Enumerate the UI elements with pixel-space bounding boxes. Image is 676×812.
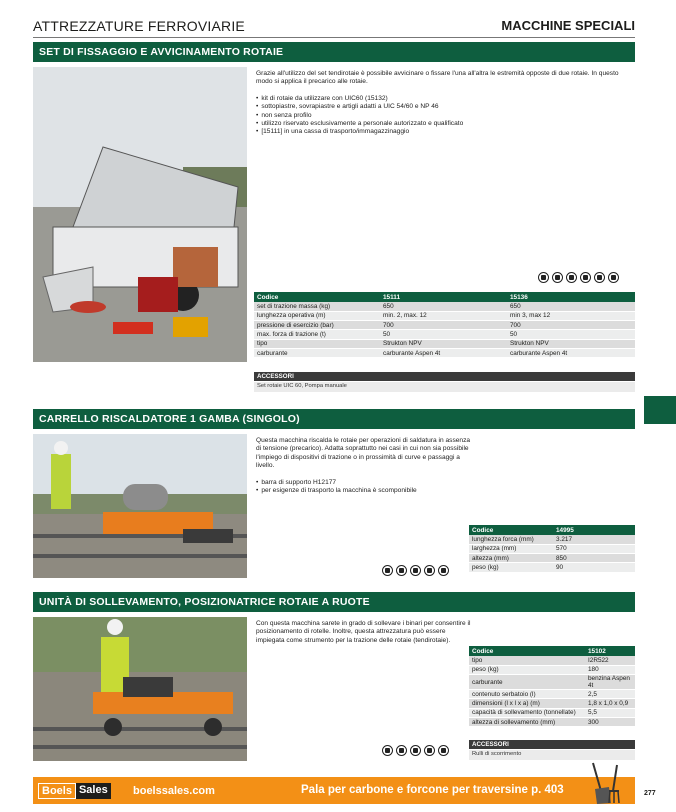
table-row — [469, 665, 635, 674]
cell: Strukton NPV — [380, 339, 507, 348]
table-row — [254, 311, 635, 320]
cell: 3.217 — [553, 535, 635, 544]
column-header: Codice — [469, 646, 585, 656]
product-photo-trailer — [33, 67, 247, 362]
cell: carburante Aspen 4t — [507, 348, 635, 357]
gloves-icon — [396, 565, 407, 576]
feature-item: • non senza profilo — [256, 112, 631, 120]
table-row — [469, 690, 635, 699]
brand-name-b: Sales — [76, 783, 111, 799]
product-description — [256, 620, 471, 645]
product-photo-heater — [33, 434, 247, 578]
helmet-icon — [438, 565, 449, 576]
table-row — [254, 330, 635, 339]
product-photo-lifter — [33, 617, 247, 761]
cell: carburante Aspen 4t — [380, 348, 507, 357]
cell: Strukton NPV — [507, 339, 635, 348]
accessories-title: ACCESSORI — [469, 740, 635, 749]
shovel-icon — [573, 761, 633, 804]
column-header: 15111 — [380, 292, 507, 302]
description-text: Con questa macchina sarete in grado di sollevare i binari per consentire il posizionamento di rotelle. Inoltre, questa attrezzatura può essere impiegata come strumento per la trazione delle rotaie (tendirotaie). — [256, 620, 471, 644]
cell: 50 — [507, 330, 635, 339]
cell: capacità di sollevamento (tonnellate) — [469, 708, 585, 717]
accessories-title: ACCESSORI — [254, 372, 635, 381]
cell: 850 — [553, 554, 635, 563]
cell: 180 — [585, 665, 635, 674]
feature-item: • sottopiastre, sovrapiastre e artigli adatti a UIC 54/60 e NP 46 — [256, 103, 631, 111]
gloves-icon — [552, 272, 563, 283]
feature-item: • utilizzo riservato esclusivamente a personale autorizzato e qualificato — [256, 120, 631, 128]
cell: tipo — [254, 339, 380, 348]
lifter-illustration — [33, 617, 247, 761]
description-text: Questa macchina riscalda le rotaie per operazioni di saldatura in assenza di tensione (precarico). Adatta soprattutto nei casi in cui non sia possibile l'impiego di dispositivi di trazione o in prossimità di curve e passaggi a livello. — [256, 437, 471, 470]
column-header: 14995 — [553, 525, 635, 535]
website-link[interactable]: boelssales.com — [133, 785, 215, 797]
feature-item: • kit di rotaie da utilizzare con UIC60 (15132) — [256, 95, 631, 103]
table-row — [469, 717, 635, 726]
hearing-protection-icon — [410, 745, 421, 756]
footer-banner — [33, 777, 635, 804]
table-row — [469, 708, 635, 717]
cell: benzina Aspen 4t — [585, 675, 635, 690]
safety-icons — [382, 745, 449, 756]
table-row — [469, 535, 635, 544]
cell: altezza (mm) — [469, 554, 553, 563]
table-row — [254, 339, 635, 348]
cell: max. forza di trazione (t) — [254, 330, 380, 339]
cell: larghezza (mm) — [469, 544, 553, 553]
cell: tipo — [469, 656, 585, 665]
category-title: ATTREZZATURE FERROVIARIE — [33, 18, 245, 34]
boots-icon — [424, 745, 435, 756]
table-header-row — [469, 525, 635, 535]
safety-icons — [538, 272, 619, 283]
table-row — [469, 675, 635, 690]
table-row — [469, 554, 635, 563]
warning-icon — [382, 565, 393, 576]
feature-item: • [15111] in una cassa di trasporto/immagazzinaggio — [256, 128, 631, 136]
section-title-bar: SET DI FISSAGGIO E AVVICINAMENTO ROTAIE — [33, 42, 635, 62]
cell: 650 — [380, 302, 507, 311]
cell: 300 — [585, 717, 635, 726]
cell: 700 — [507, 321, 635, 330]
product-description — [256, 70, 631, 137]
hearing-protection-icon — [566, 272, 577, 283]
helmet-icon — [438, 745, 449, 756]
accessories-list: Rulli di scorrimento — [469, 750, 635, 760]
table-row — [469, 656, 635, 665]
cell: carburante — [254, 348, 380, 357]
accessories-list: Set rotaie UIC 60, Pompa manuale — [254, 382, 635, 392]
table-row — [254, 348, 635, 357]
feature-list — [256, 479, 471, 496]
header-divider — [33, 37, 635, 38]
feature-item: • barra di supporto H12177 — [256, 479, 471, 487]
spec-table — [469, 525, 635, 573]
cell: dimensioni (l x l x a) (m) — [469, 699, 585, 708]
column-header: Codice — [469, 525, 553, 535]
description-text: Grazie all'utilizzo del set tendirotaie è possibile avvicinare o fissare l'una all'altra le estremità opposte di due rotaie. In questo modo si applica il precarico alle rotaie. — [256, 70, 619, 86]
trailer-illustration — [33, 67, 247, 362]
table-row — [254, 321, 635, 330]
brand-logo — [38, 783, 111, 799]
cell: 90 — [553, 563, 635, 572]
boots-icon — [594, 272, 605, 283]
section-title-bar: UNITÀ DI SOLLEVAMENTO, POSIZIONATRICE ROTAIE A RUOTE — [33, 592, 635, 612]
table-row — [469, 544, 635, 553]
gloves-icon — [396, 745, 407, 756]
table-row — [254, 302, 635, 311]
column-header: 15136 — [507, 292, 635, 302]
cell: 650 — [507, 302, 635, 311]
cell: set di trazione massa (kg) — [254, 302, 380, 311]
cell: peso (kg) — [469, 563, 553, 572]
cell: lunghezza operativa (m) — [254, 311, 380, 320]
cell: altezza di sollevamento (mm) — [469, 717, 585, 726]
column-header: Codice — [254, 292, 380, 302]
column-header: 15102 — [585, 646, 635, 656]
table-header-row — [469, 646, 635, 656]
cell: 50 — [380, 330, 507, 339]
manual-icon — [580, 272, 591, 283]
cell: contenuto serbatoio (l) — [469, 690, 585, 699]
table-row — [469, 563, 635, 572]
section-title: MACCHINE SPECIALI — [501, 18, 635, 33]
cell: carburante — [469, 675, 585, 690]
brand-name-a: Boels — [38, 783, 76, 799]
table-row — [469, 699, 635, 708]
spec-table — [469, 646, 635, 727]
cross-reference: Pala per carbone e forcone per traversine p. 403 — [301, 784, 564, 796]
cell: 570 — [553, 544, 635, 553]
cell: I2R522 — [585, 656, 635, 665]
helmet-icon — [608, 272, 619, 283]
spec-table — [254, 292, 635, 358]
chapter-tab — [644, 396, 676, 424]
cell: min 3, max 12 — [507, 311, 635, 320]
section-title-bar: CARRELLO RISCALDATORE 1 GAMBA (SINGOLO) — [33, 409, 635, 429]
cell: lunghezza forca (mm) — [469, 535, 553, 544]
product-description — [256, 437, 471, 495]
table-header-row — [254, 292, 635, 302]
page-number: 277 — [644, 790, 656, 797]
safety-icons — [382, 565, 449, 576]
cell: min. 2, max. 12 — [380, 311, 507, 320]
warning-icon — [382, 745, 393, 756]
boots-icon — [424, 565, 435, 576]
hearing-protection-icon — [410, 565, 421, 576]
warning-icon — [538, 272, 549, 283]
feature-item: • per esigenze di trasporto la macchina è scomponibile — [256, 487, 471, 495]
cell: 1,8 x 1,0 x 0,9 — [585, 699, 635, 708]
cell: pressione di esercizio (bar) — [254, 321, 380, 330]
cell: 5,5 — [585, 708, 635, 717]
heater-illustration — [33, 434, 247, 578]
cell: peso (kg) — [469, 665, 585, 674]
cell: 700 — [380, 321, 507, 330]
cell: 2,5 — [585, 690, 635, 699]
feature-list — [256, 95, 631, 137]
